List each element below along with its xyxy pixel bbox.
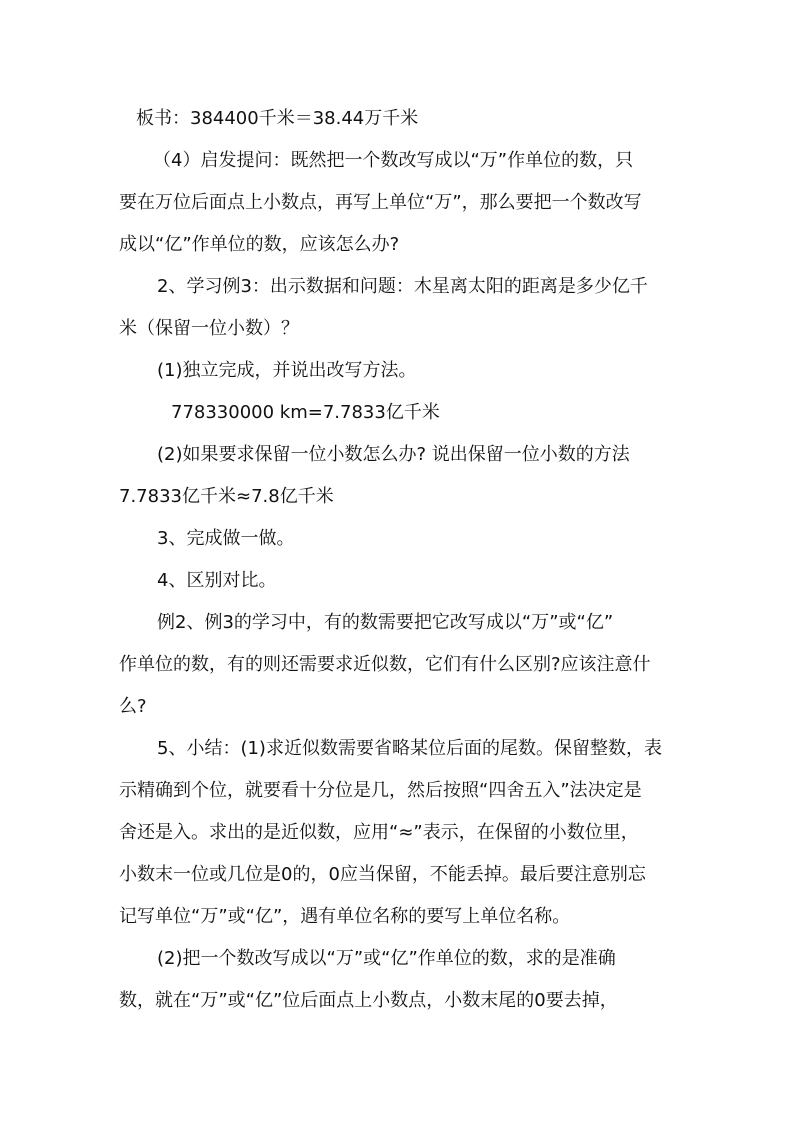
text-line: （4）启发提问：既然把一个数改写成以“万”作单位的数，只 <box>153 150 634 171</box>
text-line: 米（保留一位小数）？ <box>119 318 299 339</box>
text-line: (1)独立完成，并说出改写方法。 <box>157 360 417 381</box>
text-line: 例2、例3的学习中，有的数需要把它改写成以“万”或“亿” <box>157 612 614 633</box>
text-line: 778330000 km=7.7833亿千米 <box>171 402 440 423</box>
text-line: 2、学习例3：出示数据和问题：木星离太阳的距离是多少亿千 <box>157 276 648 297</box>
text-line: (2)把一个数改写成以“万”或“亿”作单位的数，求的是准确 <box>157 948 616 969</box>
text-line: 成以“亿”作单位的数，应该怎么办? <box>119 234 400 255</box>
text-line: 小数末一位或几位是0的，0应当保留，不能丢掉。最后要注意别忘 <box>119 864 646 885</box>
text-line: 要在万位后面点上小数点，再写上单位“万”，那么要把一个数改写 <box>119 192 642 213</box>
text-line: 板书：384400千米＝38.44万千米 <box>136 108 419 129</box>
text-line: 舍还是入。求出的是近似数，应用“≈”表示，在保留的小数位里， <box>119 822 639 843</box>
text-line: 记写单位“万”或“亿”，遇有单位名称的要写上单位名称。 <box>119 906 571 927</box>
text-line: 作单位的数，有的则还需要求近似数，它们有什么区别?应该注意什 <box>119 654 651 675</box>
text-line: (2)如果要求保留一位小数怎么办? 说出保留一位小数的方法 <box>157 444 630 465</box>
text-line: 3、完成做一做。 <box>157 528 295 549</box>
text-line: 7.7833亿千米≈7.8亿千米 <box>119 486 334 507</box>
text-line: 示精确到个位，就要看十分位是几，然后按照“四舍五入”法决定是 <box>119 780 642 801</box>
text-line: 数，就在“万”或“亿”位后面点上小数点，小数末尾的0要去掉， <box>119 990 618 1011</box>
text-line: 5、小结：(1)求近似数需要省略某位后面的尾数。保留整数，表 <box>157 738 662 759</box>
text-line: 4、区别对比。 <box>157 570 277 591</box>
text-line: 么? <box>119 696 147 717</box>
